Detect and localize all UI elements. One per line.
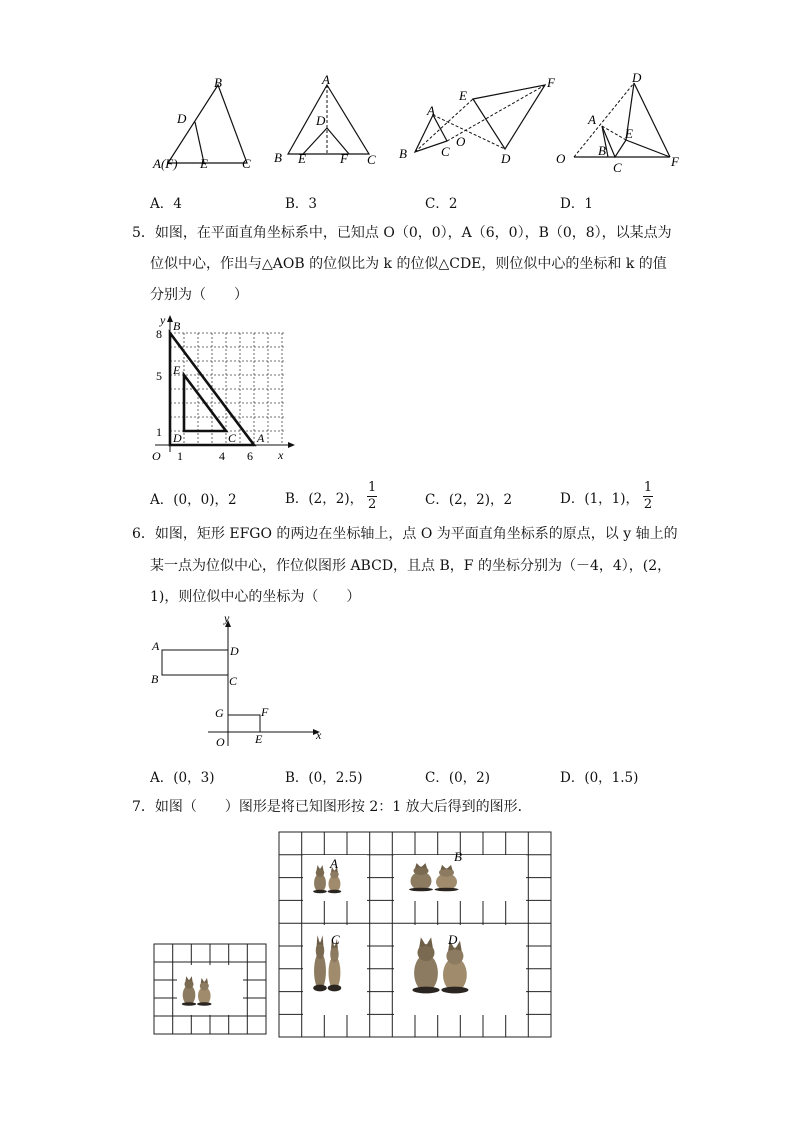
q7-panel-c (303, 925, 367, 1015)
fig4-label-d: D (632, 70, 642, 85)
q4-option-b[interactable]: B．3 (285, 196, 318, 212)
fig4-label-b: B (598, 143, 606, 158)
q5-point-e: E (173, 363, 181, 377)
q6-text-line3: 1)，则位似中心的坐标为（ ） (150, 589, 361, 605)
q5-option-d-fraction (643, 481, 653, 512)
fig1-label-c: C (242, 156, 251, 171)
q5-option-b-fraction (367, 481, 377, 512)
q5-option-d[interactable] (560, 481, 653, 512)
q5-option-a[interactable]: A．(0，0)，2 (150, 492, 237, 508)
q5-x-tick-6: 6 (247, 449, 253, 463)
fig2-label-b: B (274, 150, 282, 165)
q6-coordinate-graph (148, 612, 333, 752)
q4-figure-4 (550, 68, 690, 183)
q4-option-c[interactable]: C．2 (425, 196, 458, 212)
fig3-label-f: F (547, 75, 555, 90)
q7-panel-a (303, 855, 367, 901)
fig4-label-c: C (613, 160, 622, 175)
q5-option-d-label: D．(1，1)， (560, 490, 640, 507)
fig1-label-af: A(F) (153, 156, 178, 171)
fig4-label-o: O (556, 151, 566, 166)
q6-label-a: A (152, 639, 160, 653)
q5-x-tick-1: 1 (177, 449, 183, 463)
q6-y-axis-label: y (224, 612, 230, 625)
q4-option-a[interactable]: A．4 (150, 196, 182, 212)
fig2-label-a: A (322, 72, 330, 87)
fig2-label-e: E (298, 151, 306, 166)
q5-option-d-numerator: 1 (643, 480, 653, 495)
fig1-label-e: E (200, 156, 208, 171)
q5-origin-label: O (152, 449, 161, 463)
fig2-label-c: C (367, 152, 376, 167)
q5-x-axis-label: x (278, 448, 284, 462)
q6-text-line2: 某一点为位似中心，作位似图形 ABCD，且点 B，F 的坐标分别为（－4，4），(2， (150, 558, 672, 574)
q4-figure-2 (270, 70, 385, 180)
fig4-label-a: A (588, 112, 596, 127)
fig1-label-b: B (214, 75, 222, 90)
q7-label-d: D (448, 932, 458, 947)
q6-label-c: C (229, 674, 238, 688)
q5-text-line1: 5．如图，在平面直角坐标系中，已知点 O（0，0），A（6，0），B（0，8），以某点为 (132, 225, 672, 241)
q4-figure-1 (150, 70, 280, 180)
q5-coordinate-graph (150, 312, 300, 467)
fig3-label-o: O (456, 134, 466, 149)
fig3-label-c: C (441, 144, 450, 159)
q5-text-line2: 位似中心，作出与△AOB 的位似比为 k 的位似△CDE，则位似中心的坐标和 k 的值 (150, 256, 667, 272)
q6-option-a[interactable]: A．(0，3) (150, 770, 215, 786)
fig3-label-e: E (459, 88, 467, 103)
q6-option-c[interactable]: C．(0，2) (425, 770, 491, 786)
q6-option-b[interactable]: B．(0，2.5) (285, 770, 363, 786)
q5-y-axis-label: y (160, 313, 166, 327)
q7-original-grid (153, 943, 269, 1037)
q5-option-b-denominator: 2 (368, 497, 377, 512)
q5-option-b-label: B．(2，2)， (285, 490, 364, 507)
fig3-label-a: A (427, 103, 435, 118)
q4-option-d[interactable]: D．1 (560, 196, 593, 212)
q6-label-b: B (151, 672, 159, 686)
q7-panel-d (394, 925, 526, 1015)
q6-label-g: G (215, 706, 224, 720)
q6-text-line1: 6．如图，矩形 EFGO 的两边在坐标轴上，点 O 为平面直角坐标系的原点，以 y 轴上的 (132, 526, 678, 542)
q5-option-d-denominator: 2 (643, 497, 653, 512)
fig4-label-e: E (625, 126, 633, 141)
q5-y-tick-8: 8 (156, 327, 162, 341)
q6-origin-label: O (216, 735, 225, 749)
q7-label-a: A (330, 856, 338, 871)
q5-option-c[interactable]: C．(2，2)，2 (425, 492, 513, 508)
q7-panel-b (394, 849, 526, 901)
q4-figure-3 (395, 70, 565, 180)
q7-text-line1: 7．如图（ ）图形是将已知图形按 2：1 放大后得到的图形． (132, 799, 532, 815)
q5-point-a: A (257, 431, 265, 445)
q5-y-tick-1: 1 (156, 425, 162, 439)
fig4-label-f: F (671, 154, 679, 169)
q5-x-tick-4: 4 (219, 449, 225, 463)
q6-option-d[interactable]: D．(0，1.5) (560, 770, 639, 786)
q6-label-d: D (230, 644, 239, 658)
q6-label-f: F (261, 705, 269, 719)
q5-point-d: D (173, 431, 182, 445)
q5-option-b-numerator: 1 (368, 480, 377, 495)
q7-answer-grid (278, 831, 554, 1039)
fig2-label-d: D (316, 113, 326, 128)
q7-label-b: B (454, 849, 462, 864)
fig3-label-b: B (399, 146, 407, 161)
q7-label-c: C (331, 932, 340, 947)
q5-point-c: C (228, 431, 237, 445)
q5-point-b: B (173, 319, 181, 333)
q6-x-axis-label: x (316, 728, 322, 742)
fig1-label-d: D (177, 111, 187, 126)
q5-option-b[interactable] (285, 481, 377, 512)
q5-text-line3: 分别为（ ） (150, 287, 248, 303)
q6-label-e: E (255, 732, 263, 746)
fig2-label-f: F (340, 151, 348, 166)
fig3-label-d: D (501, 151, 511, 166)
q5-y-tick-5: 5 (156, 369, 162, 383)
